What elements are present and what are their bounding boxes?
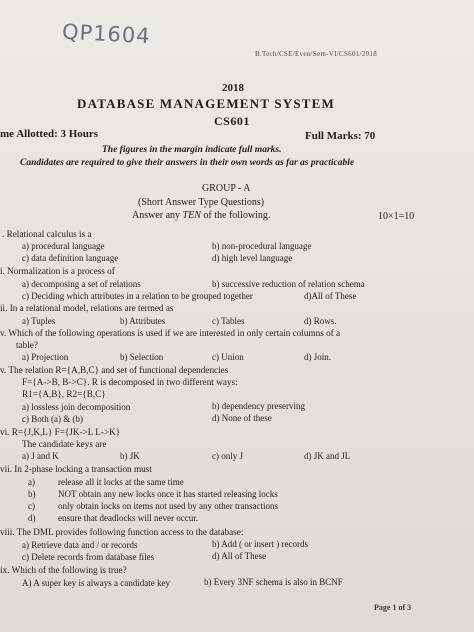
q8-option-d: d) All of These [212, 551, 267, 561]
q1-option-d: d) high level language [212, 253, 293, 263]
question-5: v. The relation R={A,B,C} and set of functional dependencies [0, 365, 229, 375]
full-marks: Full Marks: 70 [305, 130, 376, 142]
paper-title: DATABASE MANAGEMENT SYSTEM [77, 96, 336, 111]
q9-option-b: b) Every 3NF schema is also in BCNF [204, 577, 343, 587]
q3-option-b: b) Attributes [120, 316, 166, 326]
group-name: GROUP - A [202, 183, 251, 194]
q7-option-a: release all it locks at the same time [58, 477, 184, 487]
q1-option-b: b) non-procedural language [212, 241, 312, 251]
q7-option-d: ensure that deadlocks will never occur. [58, 513, 198, 523]
q7-label-b: b) [28, 489, 36, 499]
q5-option-d: d) None of these [212, 413, 272, 423]
page-number: Page 1 of 3 [374, 603, 412, 612]
q2-option-b: b) successive reduction of relation schema [212, 279, 365, 289]
answer-instruction: Answer any TEN of the following. [132, 210, 271, 221]
q5-option-a: a) lossless join decomposition [22, 402, 131, 412]
q6-option-d: d) JK and JL [304, 451, 351, 461]
q3-option-a: a) Tuples [22, 316, 56, 326]
q2-option-a: a) decomposing a set of relations [22, 279, 141, 289]
subject-code: CS601 [214, 114, 250, 128]
q5-option-c: c) Both (a) & (b) [22, 414, 83, 424]
q3-option-c: c) Tables [212, 316, 245, 326]
q4-option-d: d) Join. [304, 352, 331, 362]
question-6: vi. R={J,K,L} F={JK->L L->K} [0, 427, 121, 437]
q2-option-d: d)All of These [304, 291, 357, 301]
time-allotted: me Allotted: 3 Hours [0, 128, 99, 140]
question-4-cont: table? [16, 340, 38, 350]
group-type: (Short Answer Type Questions) [138, 197, 265, 208]
question-5-decomp: R1={A,B}, R2={B,C} [22, 389, 106, 399]
question-3: ii. In a relational model, relations are termed as [0, 303, 174, 313]
instruction-marks: The figures in the margin indicate full marks. [102, 145, 282, 155]
question-5-cont: F={A->B, B->C}. R is decomposed in two different ways: [22, 377, 238, 387]
q7-label-c: c) [28, 501, 35, 511]
q7-label-a: a) [28, 477, 35, 487]
course-code: B.Tech/CSE/Even/Sem-VI/CS601/2018 [255, 50, 377, 58]
q7-label-d: d) [28, 513, 36, 523]
instruction-words: Candidates are required to give their answers in their own words as far as practicable [20, 158, 355, 168]
q7-option-b: NOT obtain any new locks once it has started releasing locks [58, 489, 278, 499]
question-2: i. Normalization is a process of [0, 266, 115, 276]
q1-option-c: c) data definition language [22, 253, 119, 263]
question-4: v. Which of the following operations is used if we are interested in only certain columns of a [0, 328, 341, 338]
q5-option-b: b) dependency preserving [212, 401, 305, 411]
q4-option-c: c) Union [212, 352, 244, 362]
exam-year: 2018 [222, 82, 244, 94]
q6-option-c: c) only J [212, 451, 243, 461]
q6-option-a: a) J and K [22, 451, 59, 461]
question-1: . Relational calculus is a [2, 229, 92, 239]
q8-option-c: c) Delete records from database files [22, 552, 155, 562]
group-marks: 10×1=10 [378, 211, 415, 222]
question-7: vii. In 2-phase locking a transaction must [0, 464, 152, 474]
q6-option-b: b) JK [120, 451, 140, 461]
handwritten-note: QP1604 [61, 19, 152, 49]
q3-option-d: d) Rows. [304, 316, 337, 326]
q4-option-a: a) Projection [22, 352, 69, 362]
q9-option-a: A) A super key is always a candidate key [22, 578, 170, 588]
question-6-cont: The candidate keys are [22, 439, 107, 449]
q1-option-a: a) procedural language [22, 241, 105, 251]
q8-option-b: b) Add ( or insert ) records [212, 539, 308, 549]
q8-option-a: a) Retrieve data and / or records [22, 540, 138, 550]
q2-option-c: c) Deciding which attributes in a relation to be grouped together [22, 291, 253, 301]
q7-option-c: only obtain locks on items not used by any other transactions [58, 501, 278, 511]
question-9: ix. Which of the following is true? [0, 565, 127, 575]
q4-option-b: b) Selection [120, 352, 164, 362]
question-8: viii. The DML provides following function access to the database: [0, 527, 244, 537]
